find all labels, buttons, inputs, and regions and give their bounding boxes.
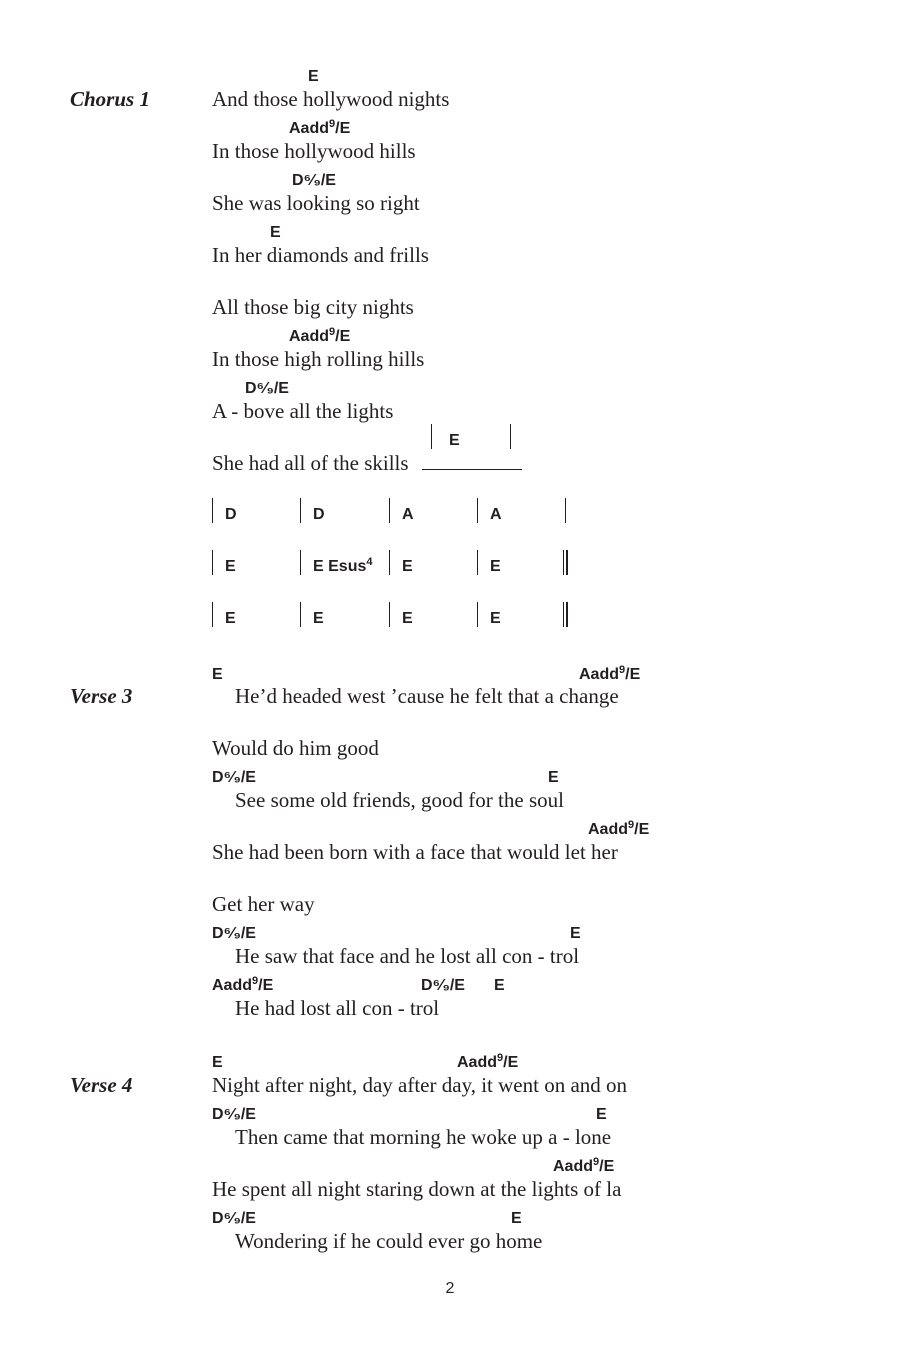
lyric-line: Then came that morning he woke up a - lone (235, 1125, 612, 1149)
section-label-verse-4: Verse 4 (70, 1073, 133, 1097)
double-bar-line (563, 602, 568, 627)
bar-line (212, 602, 213, 627)
chord-e: E (270, 224, 281, 241)
lyric-line: Would do him good (212, 736, 379, 760)
chord-aadd9-e: Aadd$^9$/E (579, 664, 641, 683)
chord-aadd9-e: Aadd$^9$/E (588, 819, 650, 838)
chord-e: E (449, 432, 460, 449)
lyric-line: In her diamonds and frills (212, 243, 429, 267)
bar-line (477, 498, 478, 523)
chord-d69-e: D⁶⁄₉/E (421, 977, 465, 994)
lyric-line: She had been born with a face that would let her (212, 840, 618, 864)
lyric-line: All those big city nights (212, 295, 414, 319)
lyric-line: In those hollywood hills (212, 139, 416, 163)
chord-d69-e: D⁶⁄₉/E (212, 925, 256, 942)
lyric-line: In those high rolling hills (212, 347, 425, 371)
chord-e: E (225, 610, 236, 627)
chord-d: D (225, 506, 237, 523)
lyric-line: And those hollywood nights (212, 87, 450, 111)
bar-line (389, 602, 390, 627)
lyric-line: Wondering if he could ever go home (235, 1229, 543, 1253)
lyric-line: She was looking so right (212, 191, 420, 215)
bar-line (300, 498, 301, 523)
chord-e: E (596, 1106, 607, 1123)
chord-aadd9-e: Aadd$^9$/E (553, 1156, 615, 1175)
lyric-line: See some old friends, good for the soul (235, 788, 564, 812)
chord-d69-e: D⁶⁄₉/E (245, 380, 289, 397)
chord-a: A (490, 506, 502, 523)
section-label-chorus-1: Chorus 1 (70, 87, 150, 111)
chord-aadd9-e: Aadd$^9$/E (289, 118, 351, 137)
chord-d69-e: D⁶⁄₉/E (292, 172, 336, 189)
bar-line (510, 424, 511, 449)
bar-line (477, 550, 478, 575)
chord-e: E (490, 558, 501, 575)
chord-e: E (308, 68, 319, 85)
chord-e: E (313, 610, 324, 627)
lyric-line: He had lost all con - trol (235, 996, 440, 1020)
lyric-line: He’d headed west ’cause he felt that a change (235, 684, 619, 708)
lyric-line: She had all of the skills (212, 451, 409, 475)
chord-a: A (402, 506, 414, 523)
lyric-line: He spent all night staring down at the lights of la (212, 1177, 622, 1201)
chord-e: E (548, 769, 559, 786)
bar-line (212, 498, 213, 523)
lyric-line: A - bove all the lights (212, 399, 394, 423)
chord-d69-e: D⁶⁄₉/E (212, 1210, 256, 1227)
chord-aadd9-e: Aadd$^9$/E (289, 326, 351, 345)
bar-line (212, 550, 213, 575)
chord-aadd9-e: Aadd$^9$/E (457, 1052, 519, 1071)
chord-e-esus4: E Esus$^4$ (313, 556, 373, 575)
chord-e: E (494, 977, 505, 994)
bar-line (300, 550, 301, 575)
section-label-verse-3: Verse 3 (70, 684, 133, 708)
bar-line (389, 498, 390, 523)
chord-aadd9-e: Aadd$^9$/E (212, 975, 274, 994)
bar-line (431, 424, 432, 449)
chord-d69-e: D⁶⁄₉/E (212, 1106, 256, 1123)
lyric-line: Night after night, day after day, it went on and on (212, 1073, 628, 1097)
chord-e: E (212, 666, 223, 683)
bar-line (389, 550, 390, 575)
bar-line (565, 498, 566, 523)
chord-e: E (225, 558, 236, 575)
chord-e: E (490, 610, 501, 627)
lyric-line: He saw that face and he lost all con - trol (235, 944, 580, 968)
bar-line (477, 602, 478, 627)
extender-line (422, 469, 522, 470)
chord-e: E (511, 1210, 522, 1227)
page-number: 2 (445, 1280, 455, 1297)
chord-d69-e: D⁶⁄₉/E (212, 769, 256, 786)
chord-e: E (570, 925, 581, 942)
chord-d: D (313, 506, 325, 523)
double-bar-line (563, 550, 568, 575)
lyric-line: Get her way (212, 892, 315, 916)
bar-line (300, 602, 301, 627)
chord-e: E (212, 1054, 223, 1071)
chord-e: E (402, 558, 413, 575)
chord-e: E (402, 610, 413, 627)
